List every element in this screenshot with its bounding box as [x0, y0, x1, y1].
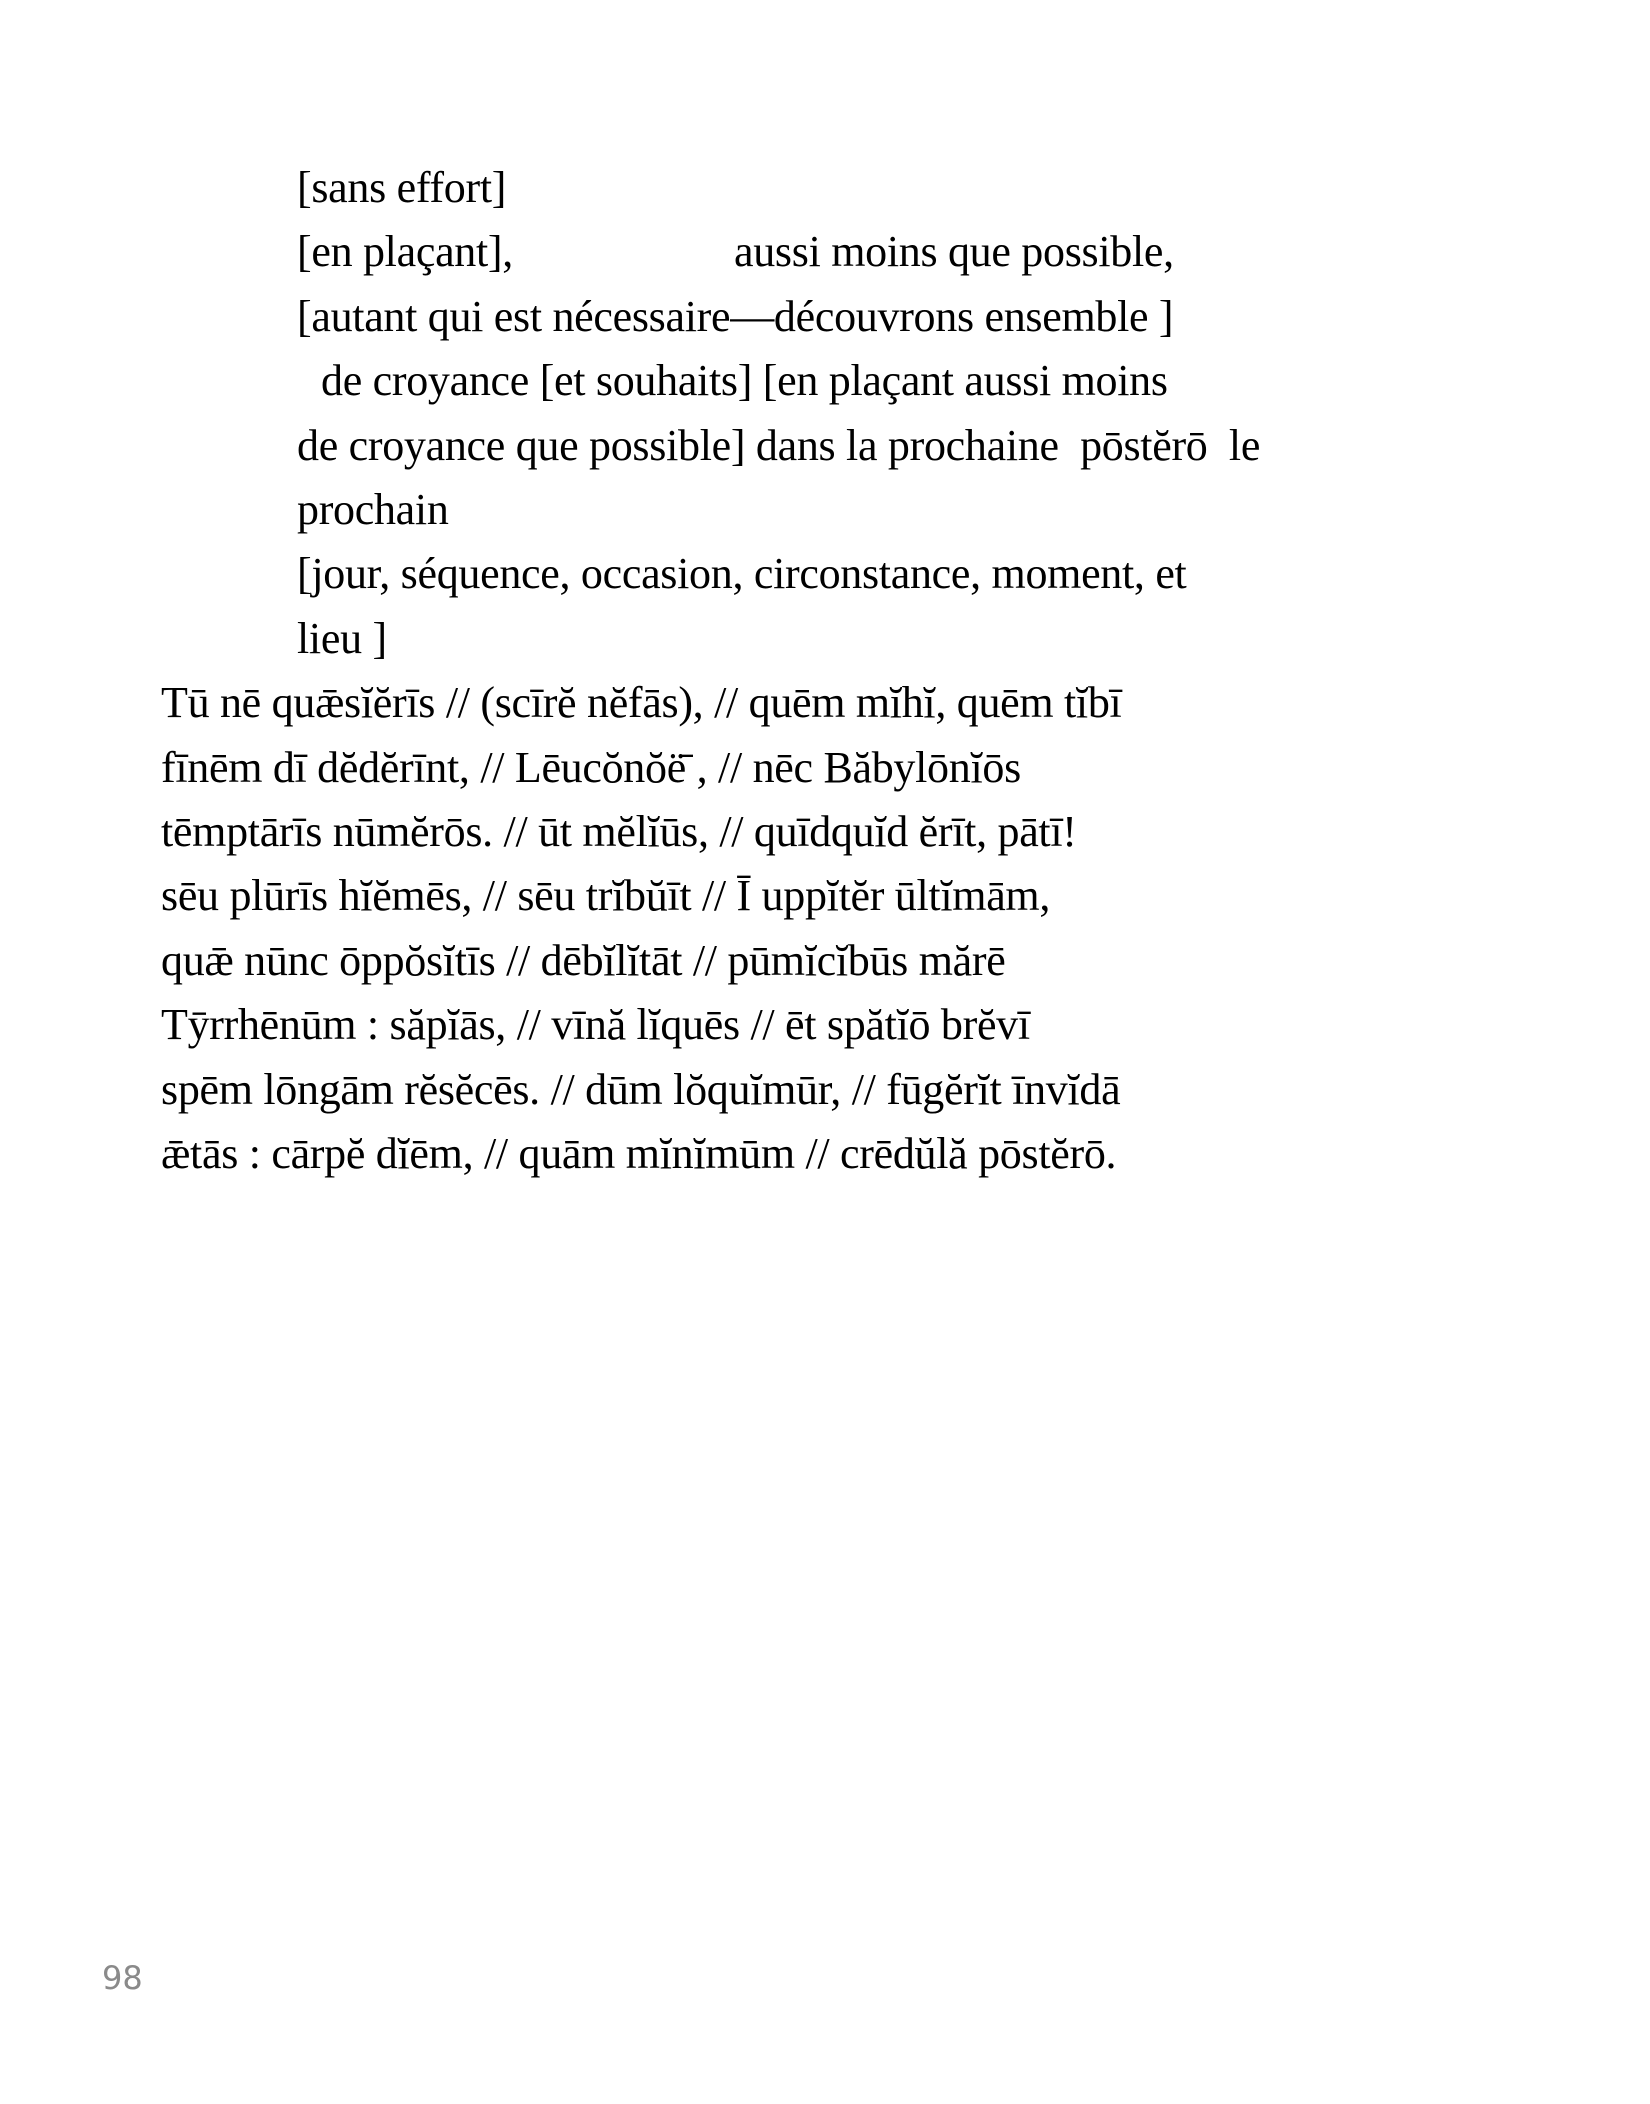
text-line: [autant qui est nécessaire—découvrons ensemble ]: [297, 292, 1174, 341]
text-line: aussi moins que possible,: [734, 227, 1174, 276]
text-line: prochain: [297, 485, 449, 534]
text-line: de croyance que possible] dans la prochaine pōstĕrō le: [297, 421, 1261, 470]
text-line: [sans effort]: [297, 163, 507, 212]
verse-line: ǣtās : cārpĕ dĭēm, // quām mĭnĭmūm // crēdŭlă pōstĕrō.: [161, 1129, 1117, 1178]
verse-line: fīnēm dī dĕdĕrīnt, // Lēucŏnŏë̄ , // nēc Băbylōnĭōs: [161, 743, 1021, 792]
text-line: [en plaçant],: [297, 227, 513, 276]
verse-line: Tȳrrhēnūm : săpĭās, // vīnă lĭquēs // ēt spătĭō brĕvī: [161, 1000, 1030, 1049]
page-number: 98: [102, 1959, 143, 1997]
verse-line: Tū nē quǣsĭĕrīs // (scīrĕ nĕfās), // quēm mĭhĭ, quēm tĭbī: [161, 678, 1122, 727]
verse-line: tēmptārīs nūmĕrōs. // ūt mĕlĭūs, // quīdquĭd ĕrīt, pātī!: [161, 807, 1077, 856]
text-line: [jour, séquence, occasion, circonstance, moment, et: [297, 549, 1187, 598]
verse-line: spēm lōngām rĕsĕcēs. // dūm lŏquĭmūr, // fūgĕrĭt īnvĭdā: [161, 1065, 1121, 1114]
text-line: lieu ]: [297, 614, 387, 663]
verse-line: quǣ nūnc ōppŏsĭtīs // dēbĭlĭtāt // pūmĭcĭbūs mărē: [161, 936, 1006, 985]
text-line: de croyance [et souhaits] [en plaçant aussi moins: [321, 356, 1168, 405]
verse-line: sēu plūrīs hĭĕmēs, // sēu trĭbŭīt // Ī uppĭtĕr ūltĭmām,: [161, 871, 1051, 920]
